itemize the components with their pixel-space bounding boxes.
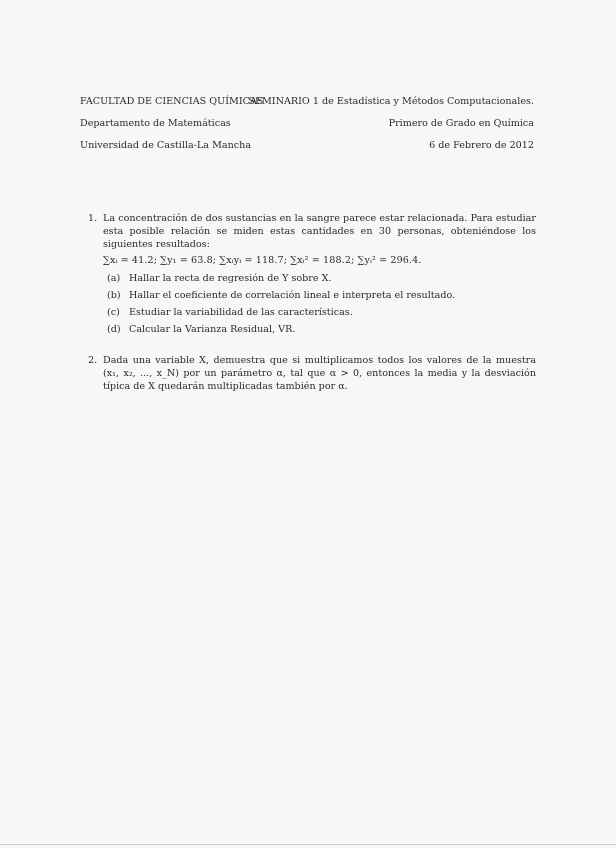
subquestion-text: Hallar el coeficiente de correlación lineal e interpreta el resultado.	[129, 290, 456, 301]
subquestion-a	[107, 272, 536, 285]
subquestion-letter: (b)	[107, 290, 121, 301]
problem-text: Dada una variable X, demuestra que si multiplicamos todos los valores de la muestra (x₁, x₂, ..., x_N) por un parámetro α, tal que α > 0, entonces la media y la desviación típica de X quedarán multiplicadas también por α.	[103, 355, 536, 392]
problem-formula: ∑xᵢ = 41.2; ∑y₁ = 63.8; ∑xᵢyᵢ = 118.7; ∑xᵢ² = 188.2; ∑yᵢ² = 296.4.	[103, 255, 422, 266]
subquestion-d	[107, 323, 536, 336]
subquestion-letter: (a)	[107, 273, 121, 284]
problem-2	[88, 354, 536, 393]
subquestion-text: Calcular la Varianza Residual, VR.	[129, 324, 296, 335]
problem-gap	[88, 340, 536, 354]
problem-list	[88, 212, 536, 393]
problem-1	[88, 212, 536, 336]
subquestion-c	[107, 306, 536, 319]
subquestion-letter: (c)	[107, 307, 120, 318]
course-name: Primero de Grado en Química	[388, 118, 534, 129]
seminar-title: SEMINARIO 1 de Estadística y Métodos Computacionales.	[248, 96, 534, 107]
document-date: 6 de Febrero de 2012	[429, 140, 534, 151]
problem-number: 2.	[88, 355, 98, 366]
subquestion-text: Hallar la recta de regresión de Y sobre X.	[129, 273, 332, 284]
problem-number: 1.	[88, 213, 98, 224]
problem-text: La concentración de dos sustancias en la sangre parece estar relacionada. Para estudiar esta posible relación se miden estas cantidades en 30 personas, obteniéndose los siguientes resultados:	[103, 213, 536, 250]
scan-edge	[0, 844, 616, 845]
subquestion-letter: (d)	[107, 324, 121, 335]
department-name: Departamento de Matemáticas	[80, 118, 231, 129]
subquestion-text: Estudiar la variabilidad de las características.	[129, 307, 353, 318]
university-name: Universidad de Castilla-La Mancha	[80, 140, 252, 151]
faculty-name: FACULTAD DE CIENCIAS QUÍMICAS	[80, 96, 264, 107]
subquestion-b	[107, 289, 536, 302]
